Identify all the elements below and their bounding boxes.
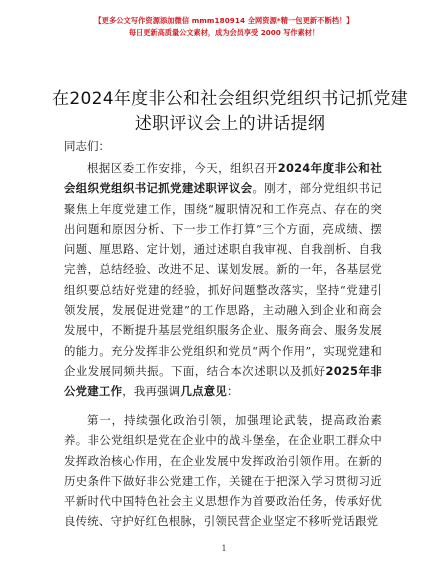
page-number: 1 bbox=[221, 544, 227, 553]
body-paragraph-1 bbox=[64, 158, 382, 402]
paragraph-1-text-d: ： bbox=[227, 384, 239, 399]
paragraph-1-text-a: 根据区委工作安排，今天，组织召开 bbox=[87, 161, 278, 175]
year-work-bold: 2025年非公党建工作 bbox=[64, 363, 382, 399]
banner-line-2: 每日更新高质量公文素材，成为会员享受 2000 写作素材！ bbox=[128, 28, 320, 37]
paragraph-2-text: 第一，持续强化政治引领，加强理论武装，提高政治素养。非公党组织是党在企业中的战斗堡垒，在企业职工群众中发挥政治核心作用，在企业发展中发挥政治引领作用。在新的历史条件下做好非公党建工作，关键在于把深入学习贯彻习近平新时代中国特色社会主义思想作为首要政治任务，传承好优良传统、守护好红色根脉，引领民营企业坚定不移听党话跟党 bbox=[64, 413, 382, 529]
meeting-name-bold: 2024年度非公和社会组织党组织书记抓党建述职评议会 bbox=[64, 161, 382, 196]
paragraph-1-text-b: 。刚才，部分党组织书记聚焦上年度党建工作，围绕“履职情况和工作亮点、存在的突出问题和原因分析、下一步工作打算”三个方面，亮成绩、摆问题、厘思路、定计划，通过述职自我审视、自我剖析、自我完善，总结经验、改进不足、谋划发展。新的一年，各基层党组织要总结好党建的经验，抓好问题整改落实，坚持“党建引领发展，发展促进党建”的工作思路，主动融入到企业和商会发展中，不断提升基层党组织服务企业、服务商会、服务发展的能力。充分发挥非公党组织和党员“两个作用”，实现党建和企业发展同频共振。下面，结合本次述职以及抓好 bbox=[64, 181, 382, 378]
body-paragraph-2 bbox=[64, 410, 382, 532]
title-line-2: 述职评议会上的讲话提纲 bbox=[134, 114, 326, 134]
document-title bbox=[40, 87, 420, 137]
salutation: 同志们： bbox=[64, 139, 110, 153]
paragraph-1-text-c: ，我再强调 bbox=[122, 384, 181, 399]
title-line-1: 在2024年度非公和社会组织党组织书记抓党建 bbox=[52, 89, 408, 109]
promo-banner bbox=[0, 16, 448, 38]
opinions-bold: 几点意见 bbox=[180, 384, 228, 399]
banner-line-1: 【更多公文写作资源添加微信 mmm180914 全网资源*精一包更新不断档！】 bbox=[94, 16, 354, 25]
